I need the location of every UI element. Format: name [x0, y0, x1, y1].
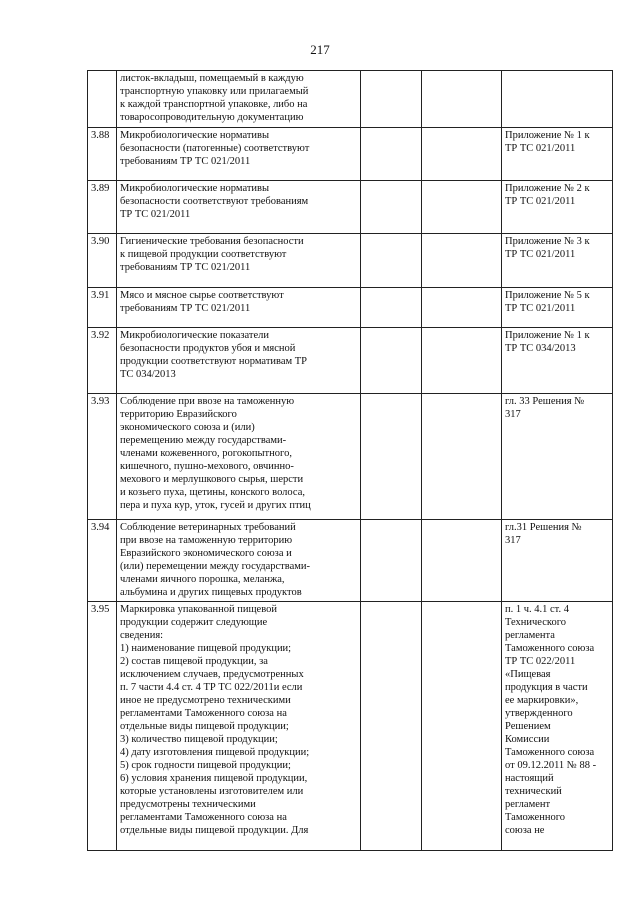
reference-text: гл. 33 Решения № 317: [502, 394, 613, 520]
empty-cell: [361, 288, 422, 328]
empty-cell: [361, 181, 422, 234]
page-number: 217: [310, 42, 330, 57]
empty-cell: [422, 520, 502, 602]
table-row: [88, 71, 613, 128]
empty-cell: [361, 394, 422, 520]
empty-cell: [422, 128, 502, 181]
table-row: [88, 128, 613, 181]
requirement-text: Микробиологические нормативы безопасности соответствуют требованиям ТР ТС 021/2011: [117, 181, 361, 234]
reference-text: Приложение № 5 к ТР ТС 021/2011: [502, 288, 613, 328]
requirement-text: Маркировка упакованной пищевой продукции содержит следующие сведения: 1) наименование пищевой продукции; 2) состав пищевой продукции, за исключением случаев, предусмотренных п. 7 части 4.4 ст. 4 ТР ТС 022/2011и если иное не предусмотрено техническими регламентами Таможенного союза на отдельные виды пищевой продукции; 3) количество пищевой продукции; 4) дату изготовления пищевой продукции; 5) срок годности пищевой продукции; 6) условия хранения пищевой продукции, которые установлены изготовителем или предусмотрены техническими регламентами Таможенного союза на отдельные виды пищевой продукции. Для: [117, 602, 361, 851]
table-row: [88, 602, 613, 851]
empty-cell: [422, 234, 502, 288]
reference-text: [502, 71, 613, 128]
empty-cell: [361, 234, 422, 288]
reference-text: Приложение № 2 к ТР ТС 021/2011: [502, 181, 613, 234]
requirement-text: листок-вкладыш, помещаемый в каждую транспортную упаковку или прилагаемый к каждой транспортной упаковке, либо на товаросопроводительную документацию: [117, 71, 361, 128]
requirement-text: Микробиологические показатели безопасности продуктов убоя и мясной продукции соответствуют нормативам ТР ТС 034/2013: [117, 328, 361, 394]
requirements-table: [87, 70, 613, 851]
empty-cell: [422, 71, 502, 128]
empty-cell: [422, 394, 502, 520]
table-row: [88, 520, 613, 602]
empty-cell: [361, 128, 422, 181]
empty-cell: [422, 602, 502, 851]
row-number: 3.92: [88, 328, 117, 394]
row-number: 3.89: [88, 181, 117, 234]
reference-text: гл.31 Решения № 317: [502, 520, 613, 602]
row-number: 3.91: [88, 288, 117, 328]
table-row: [88, 181, 613, 234]
reference-text: Приложение № 1 к ТР ТС 034/2013: [502, 328, 613, 394]
requirement-text: Соблюдение ветеринарных требований при ввозе на таможенную территорию Евразийского экономического союза и (или) перемещении между государствами- членами яичного порошка, меланжа, альбумина и других пищевых продуктов: [117, 520, 361, 602]
requirement-text: Гигиенические требования безопасности к пищевой продукции соответствуют требованиям ТР ТС 021/2011: [117, 234, 361, 288]
reference-text: п. 1 ч. 4.1 ст. 4 Технического регламента Таможенного союза ТР ТС 022/2011 «Пищевая продукция в части ее маркировки», утвержденного Решением Комиссии Таможенного союза от 09.12.2011 № 88 - настоящий технический регламент Таможенного союза не: [502, 602, 613, 851]
reference-text: Приложение № 3 к ТР ТС 021/2011: [502, 234, 613, 288]
row-number: 3.95: [88, 602, 117, 851]
requirement-text: Микробиологические нормативы безопасности (патогенные) соответствуют требованиям ТР ТС 021/2011: [117, 128, 361, 181]
table-row: [88, 234, 613, 288]
row-number: 3.94: [88, 520, 117, 602]
empty-cell: [361, 71, 422, 128]
empty-cell: [422, 288, 502, 328]
empty-cell: [361, 328, 422, 394]
row-number: 3.93: [88, 394, 117, 520]
row-number: [88, 71, 117, 128]
empty-cell: [361, 520, 422, 602]
row-number: 3.90: [88, 234, 117, 288]
empty-cell: [361, 602, 422, 851]
row-number: 3.88: [88, 128, 117, 181]
reference-text: Приложение № 1 к ТР ТС 021/2011: [502, 128, 613, 181]
table-row: [88, 328, 613, 394]
requirement-text: Мясо и мясное сырье соответствуют требованиям ТР ТС 021/2011: [117, 288, 361, 328]
empty-cell: [422, 181, 502, 234]
requirement-text: Соблюдение при ввозе на таможенную территорию Евразийского экономического союза и (или) перемещению между государствами- членами кожевенного, рогокопытного, кишечного, пушно-мехового, овчинно- мехового и мерлушкового сырья, шерсти и козьего пуха, щетины, конского волоса, пера и пуха кур, уток, гусей и других птиц: [117, 394, 361, 520]
empty-cell: [422, 328, 502, 394]
table-row: [88, 288, 613, 328]
table-row: [88, 394, 613, 520]
